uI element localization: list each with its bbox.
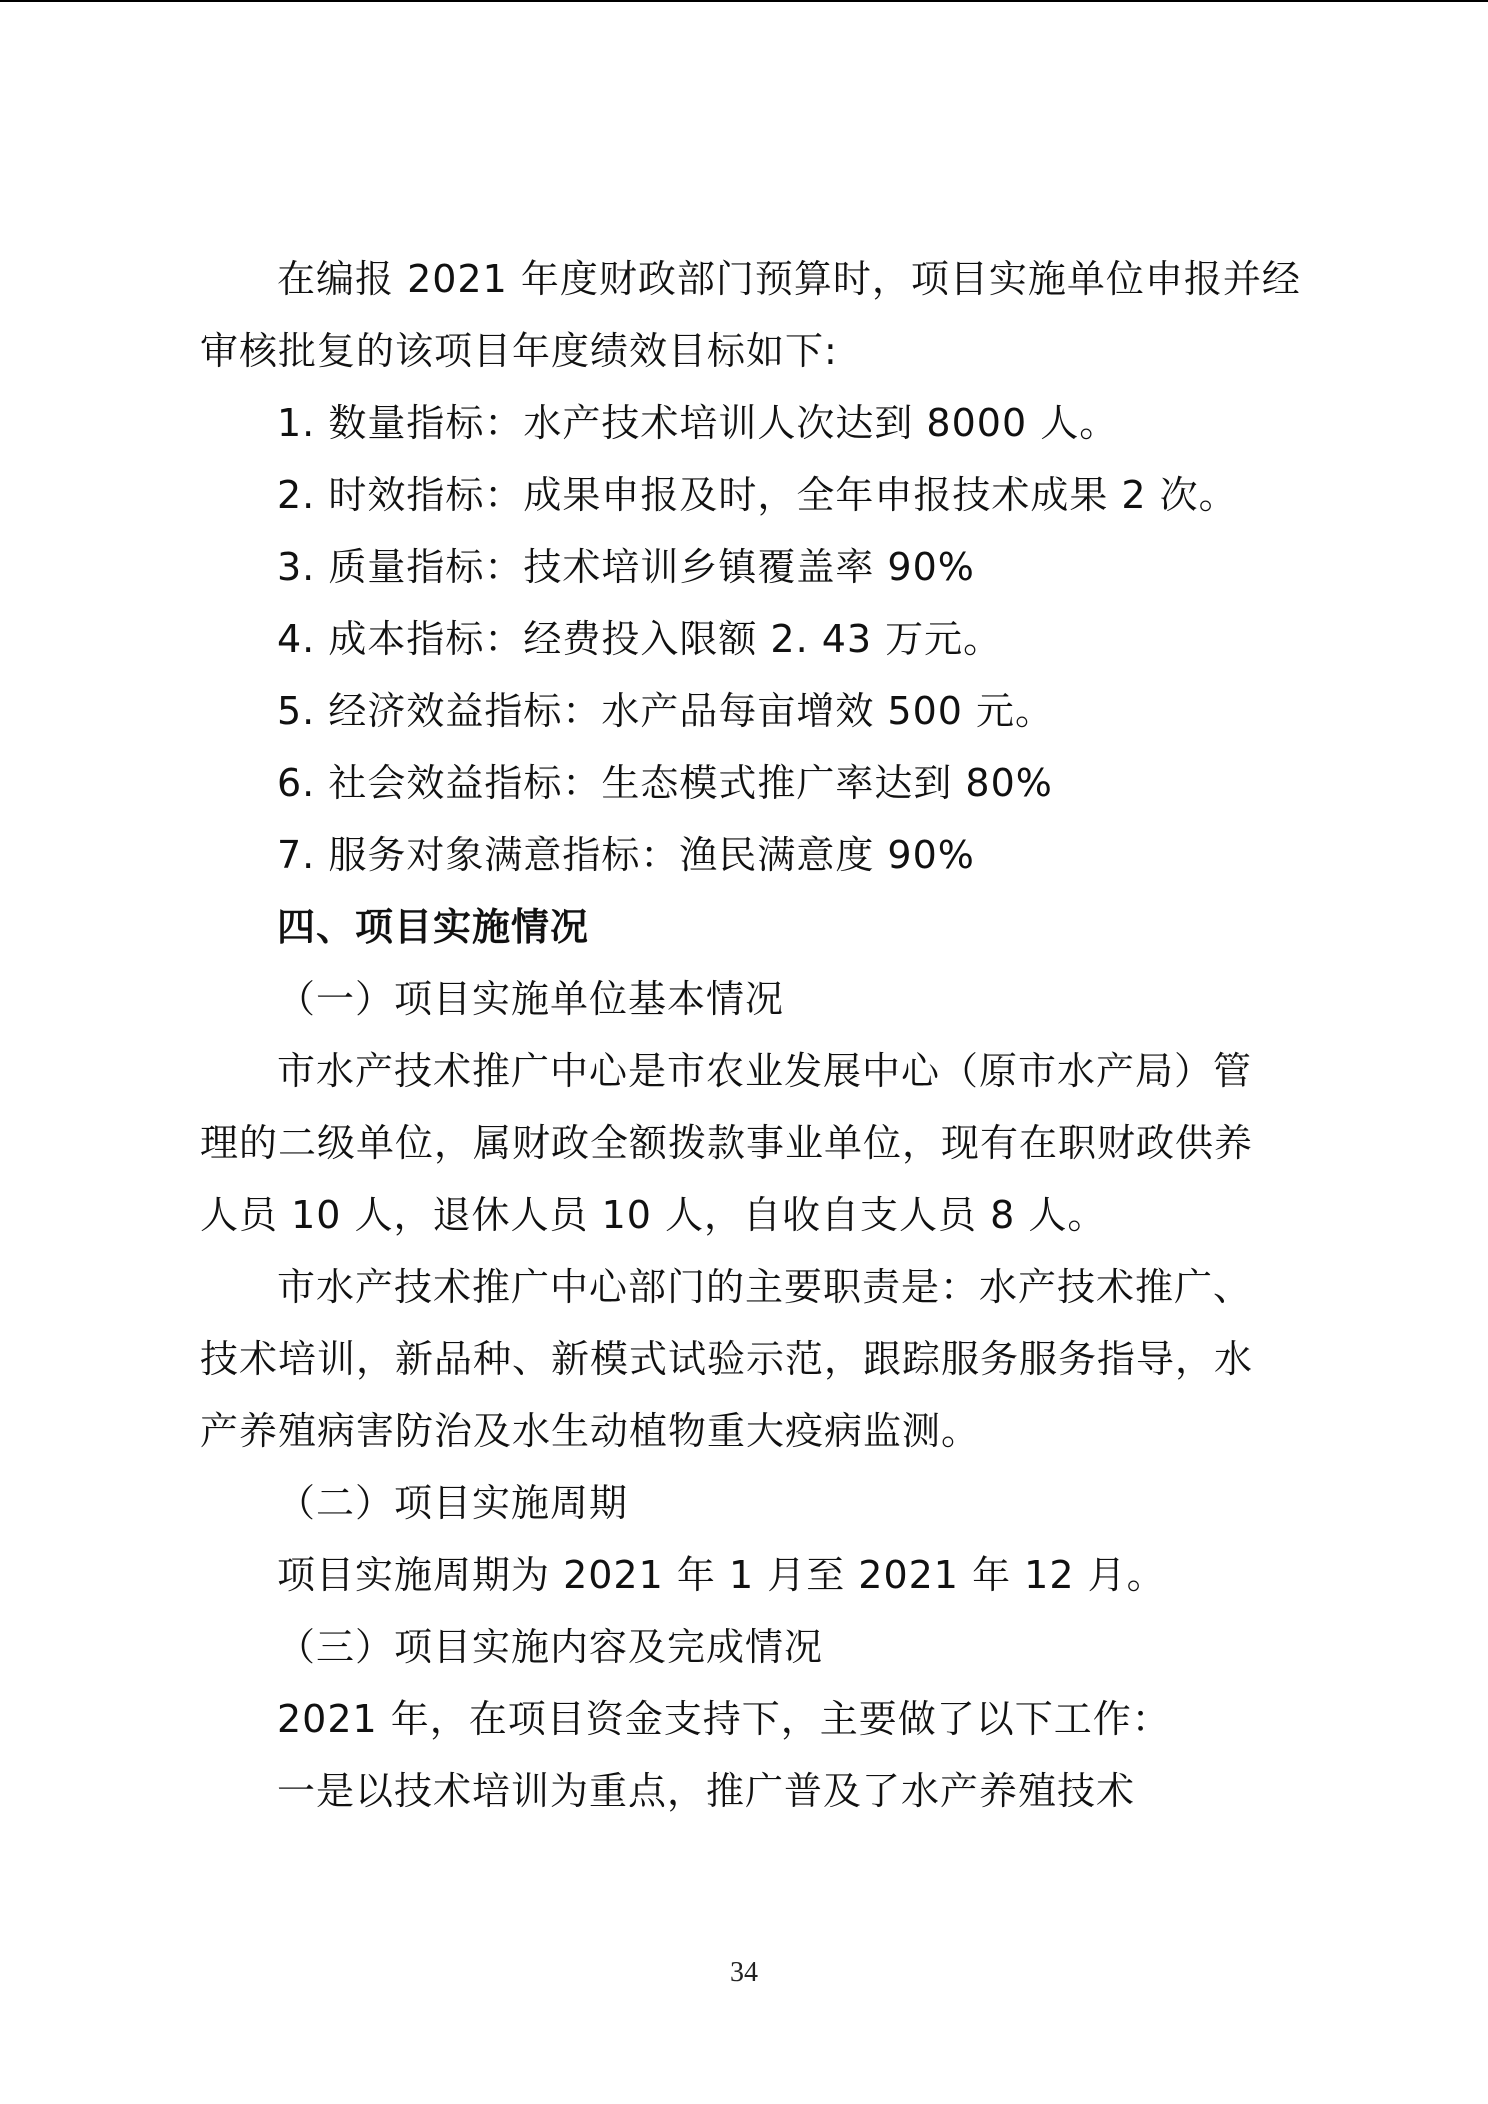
target-item-economic: 5. 经济效益指标：水产品每亩增效 500 元。 bbox=[277, 689, 1055, 733]
paragraph-line: 市水产技术推广中心部门的主要职责是：水产技术推广、 bbox=[277, 1265, 1253, 1309]
paragraph-line: 技术培训，新品种、新模式试验示范，跟踪服务服务指导，水 bbox=[200, 1337, 1254, 1381]
target-item-quantity: 1. 数量指标：水产技术培训人次达到 8000 人。 bbox=[277, 401, 1119, 445]
subsection-heading: （二）项目实施周期 bbox=[277, 1481, 629, 1525]
target-item-social: 6. 社会效益指标：生态模式推广率达到 80% bbox=[277, 761, 1053, 805]
target-item-timeliness: 2. 时效指标：成果申报及时，全年申报技术成果 2 次。 bbox=[277, 473, 1238, 517]
section-heading: 四、项目实施情况 bbox=[277, 905, 590, 949]
target-item-quality: 3. 质量指标：技术培训乡镇覆盖率 90% bbox=[277, 545, 975, 589]
paragraph-line: 人员 10 人，退休人员 10 人，自收自支人员 8 人。 bbox=[200, 1193, 1107, 1237]
target-item-cost: 4. 成本指标：经费投入限额 2. 43 万元。 bbox=[277, 617, 1003, 661]
top-border-line bbox=[0, 0, 1488, 2]
paragraph-line: 审核批复的该项目年度绩效目标如下: bbox=[200, 329, 838, 373]
paragraph-line: 市水产技术推广中心是市农业发展中心（原市水产局）管 bbox=[277, 1049, 1253, 1093]
paragraph-line: 产养殖病害防治及水生动植物重大疫病监测。 bbox=[200, 1409, 981, 1453]
paragraph-line: 在编报 2021 年度财政部门预算时，项目实施单位申报并经 bbox=[277, 257, 1301, 301]
paragraph-line: 一是以技术培训为重点，推广普及了水产养殖技术 bbox=[277, 1769, 1136, 1813]
paragraph-line: 项目实施周期为 2021 年 1 月至 2021 年 12 月。 bbox=[277, 1553, 1166, 1597]
page-number: 34 bbox=[730, 1957, 758, 1988]
paragraph-line: 2021 年，在项目资金支持下，主要做了以下工作： bbox=[277, 1697, 1171, 1741]
subsection-heading: （三）项目实施内容及完成情况 bbox=[277, 1625, 824, 1669]
paragraph-line: 理的二级单位，属财政全额拨款事业单位，现有在职财政供养 bbox=[200, 1121, 1254, 1165]
subsection-heading: （一）项目实施单位基本情况 bbox=[277, 977, 785, 1021]
target-item-satisfaction: 7. 服务对象满意指标：渔民满意度 90% bbox=[277, 833, 975, 877]
